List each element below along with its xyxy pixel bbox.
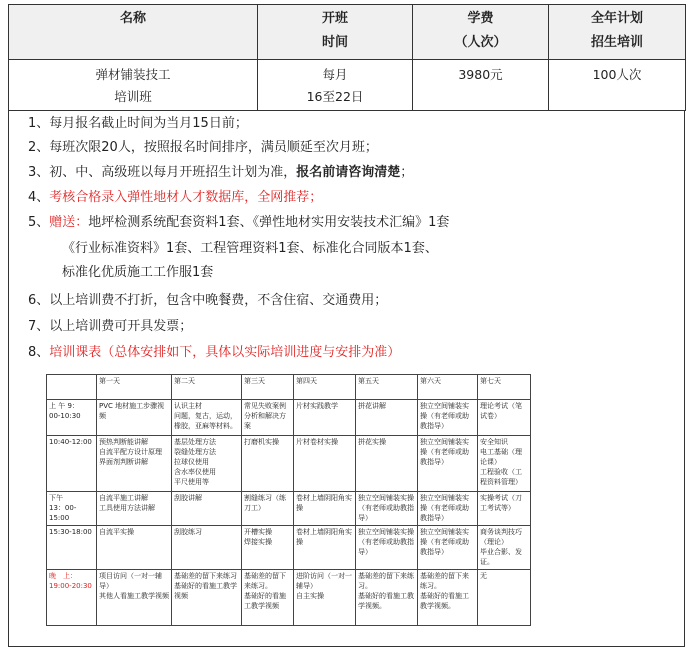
course-plan: 100人次 [592,67,642,82]
table-row [9,60,686,111]
schedule-cell: 片材卷材实操 [294,436,356,492]
schedule-cell: 独立空间铺装实操（有老师或助教指导） [418,492,478,526]
header-time [258,5,413,60]
header-fee-label-2: （人次） [454,35,507,50]
schedule-cell: 独立空间铺装实操（有老师或助教指导） [418,436,478,492]
note-2: 2、每班次限20人，按照报名时间排序，满员顺延至次月班； [28,140,378,155]
schedule-cell: 预热判断能讲解 自流平配方设计原理 界面剂判断讲解 [97,436,172,492]
schedule-row [47,400,531,436]
note-1: 1、每月报名截止时间为当月15日前； [28,116,248,131]
header-name [9,5,258,60]
note-5-line-3: 标准化优质施工工作服1套 [62,265,214,280]
schedule-cell: 自流平施工讲解 工具使用方法讲解 [97,492,172,526]
note-4-number: 4、 [28,190,50,205]
schedule-cell: 基层处理方法 裂缝处理方法 拉球仪使用 含水率仪使用 平尺使用等 [172,436,242,492]
schedule-cell: 理论考试（笔试卷） [478,400,531,436]
note-5-line-2: 《行业标准资料》1套、工程管理资料1套、标准化合同版本1套、 [62,241,438,256]
note-7: 7、以上培训费可开具发票； [28,319,193,334]
note-8 [28,344,400,362]
course-name-cell [9,60,258,111]
note-5-gift-label: 赠送： [49,215,89,230]
schedule-cell: 实操考试（刀工考试等） [478,492,531,526]
schedule-cell: 开槽实操 焊接实操 [242,526,294,570]
schedule-cell: 卷材上墙阴阳角实操 [294,492,356,526]
schedule-header-cell: 第六天 [418,375,478,400]
schedule-cell: 独立空间铺装实操（有老师或助教指导） [356,492,418,526]
schedule-time-cell: 晚 上： 19:00-20:30 [47,570,97,626]
schedule-cell: 独立空间铺装实操（有老师或助教指导） [418,400,478,436]
course-name-2: 培训班 [114,89,152,104]
note-4-text: 考核合格录入弹性地材人才数据库，全网推荐； [49,190,323,205]
schedule-cell: 认识主材 问题，复古，运动，橡胶，亚麻等材料。 [172,400,242,436]
schedule-cell: 卷材上墙阴阳角实操 [294,526,356,570]
schedule-cell: 基础差的留下来练习。 基础好的看施工教学视频。 [356,570,418,626]
schedule-header-cell: 第四天 [294,375,356,400]
note-8-text: 培训课表（总体安排如下，具体以实际培训进度与安排为准） [49,345,401,360]
course-time-1: 每月 [322,67,348,82]
schedule-cell: 片材实践教学 [294,400,356,436]
course-name-1: 弹材铺装技工 [95,67,171,82]
note-3 [28,164,413,182]
schedule-header-cell: 第二天 [172,375,242,400]
schedule-cell: 常见失败案例分析和解决方案 [242,400,294,436]
schedule-table [46,374,531,626]
schedule-cell: 拼花实操 [356,436,418,492]
header-name-label: 名称 [119,11,146,26]
schedule-header-cell: 第五天 [356,375,418,400]
schedule-cell: 无 [478,570,531,626]
schedule-header-cell [47,375,97,400]
schedule-header-row [47,375,531,400]
header-plan [549,5,686,60]
header-time-label-2: 时间 [321,35,348,50]
course-time-2: 16至22日 [306,89,364,104]
schedule-time-cell: 下午 13：00-15:00 [47,492,97,526]
schedule-cell: 拼花讲解 [356,400,418,436]
schedule-cell: 割缝练习（练刀工） [242,492,294,526]
course-fee-cell [413,60,549,111]
note-6: 6、以上培训费不打折，包含中晚餐费，不含住宿、交通费用； [28,293,388,308]
schedule-cell: PVC 地材施工步骤视频 [97,400,172,436]
note-8-number: 8、 [28,345,50,360]
schedule-time-cell: 上 午 9： 00-10:30 [47,400,97,436]
header-fee [413,5,549,60]
header-time-label-1: 开班 [321,11,348,26]
header-plan-label-1: 全年计划 [590,11,643,26]
schedule-row [47,570,531,626]
schedule-cell: 项目访问（一对一辅导） 其他人看施工教学视频 [97,570,172,626]
schedule-cell: 刮胶讲解 [172,492,242,526]
schedule-cell: 进阶访问（一对一辅导） 自主实操 [294,570,356,626]
note-3-emphasis: 报名前请咨询清楚 [296,165,401,180]
schedule-cell: 刮胶练习 [172,526,242,570]
course-plan-cell [549,60,686,111]
note-5-line-1: 地坪检测系统配套资料1套、《弹性地材实用安装技术汇编》1套 [88,215,450,230]
schedule-time-cell: 10:40-12:00 [47,436,97,492]
schedule-time-cell: 15:30-18:00 [47,526,97,570]
schedule-row [47,492,531,526]
header-fee-label-1: 学费 [467,11,494,26]
schedule-row [47,436,531,492]
schedule-header-cell: 第七天 [478,375,531,400]
schedule-cell: 商务谈判技巧（理论） 毕业合影、发证。 [478,526,531,570]
schedule-cell: 基础差的留下来练习 基础好的看施工教学视频 [172,570,242,626]
course-table [8,4,686,111]
note-3-text: 3、初、中、高级班以每月开班招生计划为准， [28,165,297,180]
note-4 [28,189,322,207]
schedule-cell: 基础差的留下来练习。 基础好的看施工教学视频。 [418,570,478,626]
schedule-cell: 基础差的留下来练习。 基础好的看施工教学视频 [242,570,294,626]
header-plan-label-2: 招生培训 [590,35,643,50]
note-5-number: 5、 [28,215,50,230]
note-3-end: ； [400,165,414,180]
schedule-header-cell: 第一天 [97,375,172,400]
table-header-row [9,5,686,60]
schedule-cell: 打磨机实操 [242,436,294,492]
schedule-cell: 安全知识 电工基础（理论课） 工程验收（工程资料管理） [478,436,531,492]
course-fee: 3980元 [458,67,503,82]
schedule-row [47,526,531,570]
course-time-cell [258,60,413,111]
schedule-cell: 独立空间铺装实操（有老师或助教指导） [356,526,418,570]
schedule-header-cell: 第三天 [242,375,294,400]
note-5 [28,214,449,232]
schedule-cell: 自流平实操 [97,526,172,570]
schedule-cell: 独立空间铺装实操（有老师或助教指导） [418,526,478,570]
